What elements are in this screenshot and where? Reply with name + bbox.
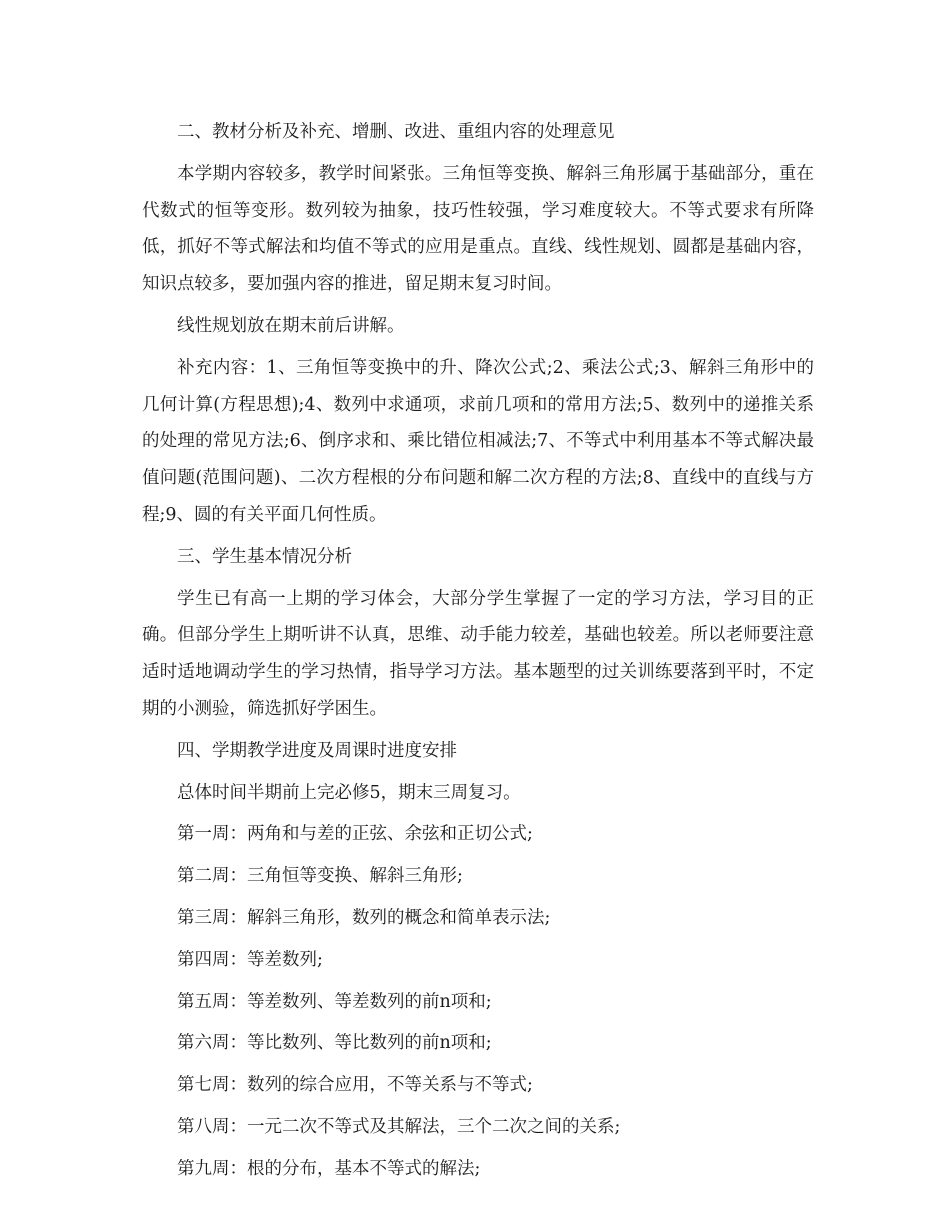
week-item: 第三周：解斜三角形，数列的概念和简单表示法;: [177, 907, 551, 928]
section-heading-schedule: 四、学期教学进度及周课时进度安排: [177, 740, 457, 761]
week-item: 第九周：根的分布，基本不等式的解法;: [177, 1158, 481, 1179]
week-item: 第二周：三角恒等变换、解斜三角形;: [177, 866, 463, 887]
paragraph-linear-programming: 线性规划放在期末前后讲解。: [177, 315, 405, 336]
paragraph-supplementary-content: 补充内容：1、三角恒等变换中的升、降次公式;2、乘法公式;3、解斜三角形中的几何计算(方程思想);4、数列中求通项，求前几项和的常用方法;5、数列中的递推关系的处理的常见方法;6、倒序求和、乘比错位相减法;7、不等式中利用基本不等式解决最值问题(范围问题)、二次方程根的分布问题和解二次方程的方法;8、直线中的直线与方程;9、圆的有关平面几何性质。: [142, 357, 814, 525]
paragraph-semester-content: 本学期内容较多，教学时间紧张。三角恒等变换、解斜三角形属于基础部分，重在代数式的恒等变形。数列较为抽象，技巧性较强，学习难度较大。不等式要求有所降低，抓好不等式解法和均值不等式的应用是重点。直线、线性规划、圆都是基础内容，知识点较多，要加强内容的推进，留足期末复习时间。: [142, 163, 814, 295]
document-page: [142, 114, 814, 1193]
week-item: 第八周：一元二次不等式及其解法，三个二次之间的关系;: [177, 1116, 621, 1137]
week-item: 第六周：等比数列、等比数列的前n项和;: [177, 1033, 492, 1054]
week-item: 第四周：等差数列;: [177, 949, 323, 970]
paragraph-student-situation: 学生已有高一上期的学习体会，大部分学生掌握了一定的学习方法，学习目的正确。但部分学生上期听讲不认真，思维、动手能力较差，基础也较差。所以老师要注意适时适地调动学生的学习热情，指导学习方法。基本题型的过关训练要落到平时，不定期的小测验，筛选抓好学困生。: [142, 588, 814, 719]
paragraph-overall-time: 总体时间半期前上完必修5，期末三周复习。: [177, 782, 521, 803]
week-item: 第一周：两角和与差的正弦、余弦和正切公式;: [177, 824, 533, 845]
section-heading-textbook-analysis: 二、教材分析及补充、增删、改进、重组内容的处理意见: [177, 122, 615, 142]
section-heading-student-analysis: 三、学生基本情况分析: [177, 546, 352, 567]
week-item: 第五周：等差数列、等差数列的前n项和;: [177, 991, 492, 1012]
week-item: 第七周：数列的综合应用，不等关系与不等式;: [177, 1075, 533, 1096]
